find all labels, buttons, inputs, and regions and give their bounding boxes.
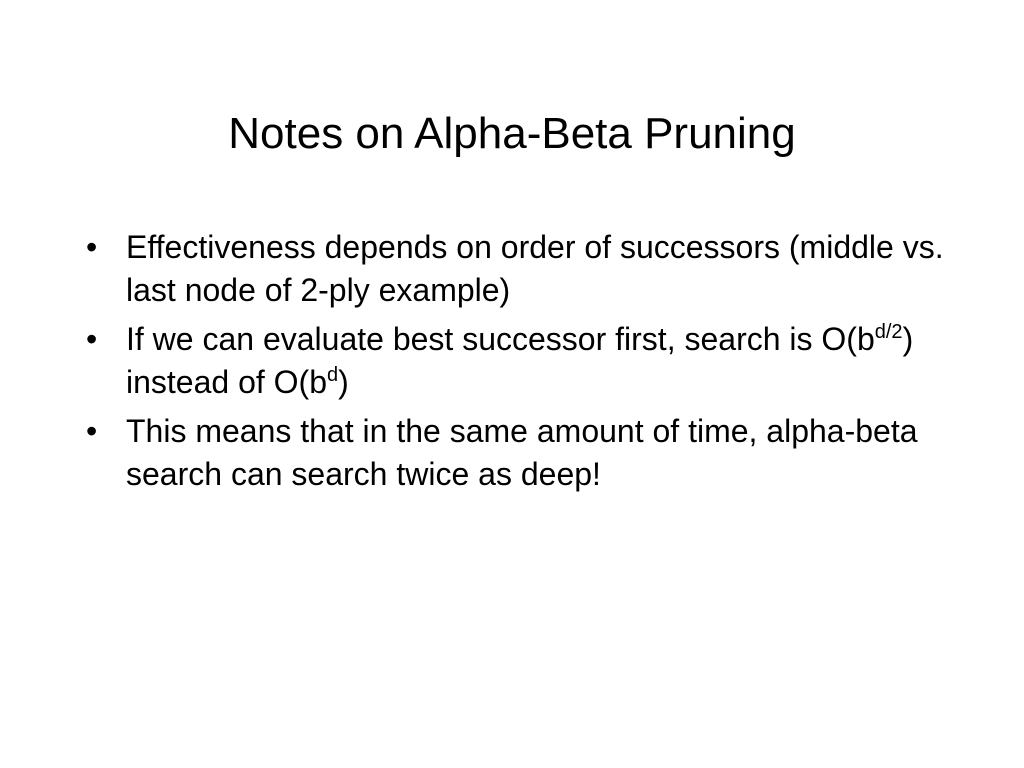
bullet-point-icon: • (86, 229, 98, 265)
bullet-point-icon: • (86, 413, 98, 449)
bullet-text-part: If we can evaluate best successor first, search is O(b (126, 321, 875, 357)
bullet-text: Effectiveness depends on order of successors (middle vs. last node of 2-ply example) (126, 229, 944, 308)
bullet-item-complexity (86, 318, 966, 404)
bullet-item-effectiveness (86, 226, 966, 312)
bullet-item-twice-as-deep (86, 410, 966, 496)
exponent-d: d (327, 364, 339, 386)
exponent-d-over-2: d/2 (874, 321, 903, 343)
bullet-text: This means that in the same amount of time, alpha-beta search can search twice as deep! (126, 413, 918, 492)
bullet-point-icon: • (86, 321, 98, 357)
bullet-list (86, 226, 966, 502)
slide-title: Notes on Alpha-Beta Pruning (228, 109, 796, 158)
bullet-text-part: ) (338, 364, 349, 400)
bullet-text-part: ) instead of O(b (126, 321, 914, 400)
